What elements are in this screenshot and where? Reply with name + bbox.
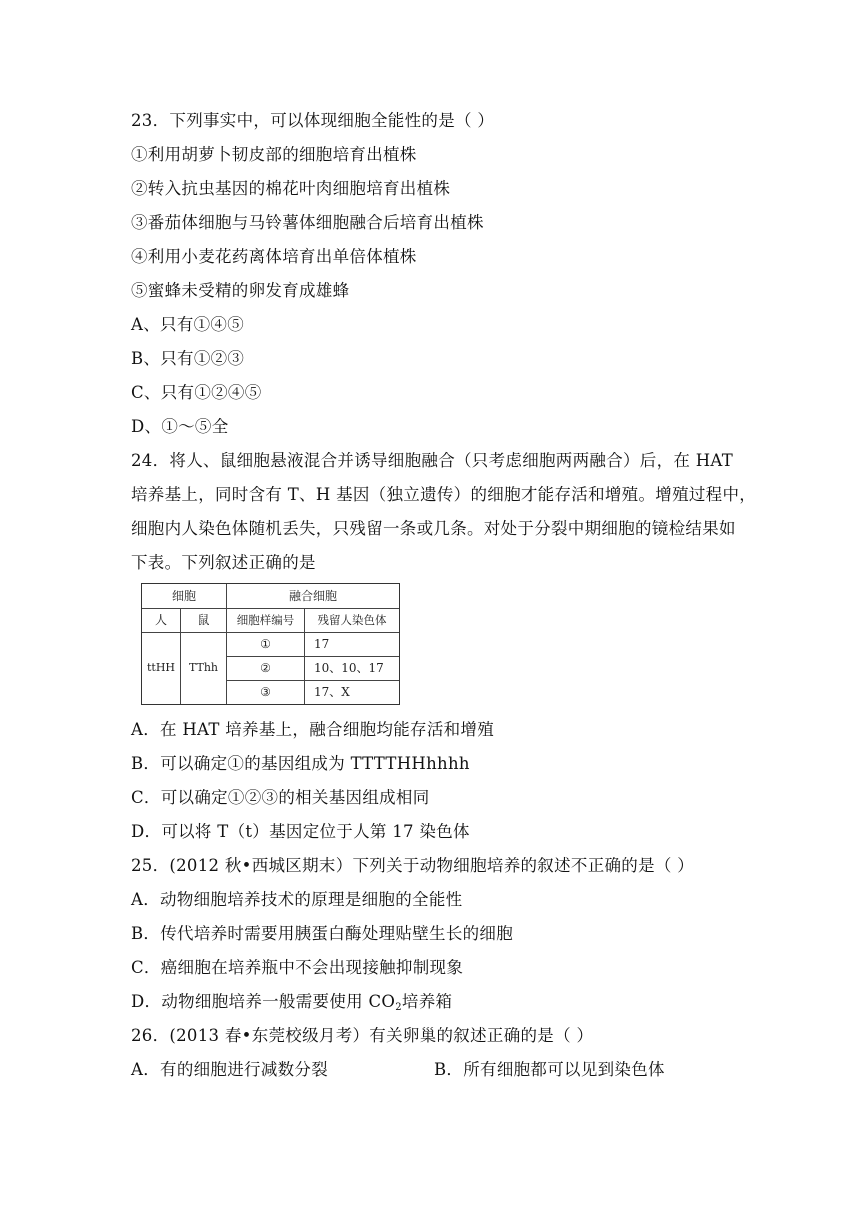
table-col-sample: 细胞样编号 bbox=[236, 613, 295, 627]
table-human-genotype: ttHH bbox=[146, 661, 176, 674]
table-row-1-chrom: 17 bbox=[314, 637, 330, 651]
q25-option-d bbox=[131, 991, 452, 1019]
q23-item-2: ②转入抗虫基因的棉花叶肉细胞培育出植株 bbox=[131, 179, 451, 198]
q25-option-a: A．动物细胞培养技术的原理是细胞的全能性 bbox=[131, 890, 463, 909]
table-row-3-id: ③ bbox=[260, 685, 271, 699]
q24-stem-line-2: 培养基上，同时含有 T、H 基因（独立遗传）的细胞才能存活和增殖。增殖过程中， bbox=[131, 485, 757, 504]
q25-option-d-subscript: 2 bbox=[395, 1002, 402, 1013]
table-row-1-id: ① bbox=[260, 637, 271, 651]
q25-option-b: B．传代培养时需要用胰蛋白酶处理贴壁生长的细胞 bbox=[131, 924, 514, 943]
q23-item-4: ④利用小麦花药离体培育出单倍体植株 bbox=[131, 247, 417, 266]
q24-stem-line-3: 细胞内人染色体随机丢失，只残留一条或几条。对处于分裂中期细胞的镜检结果如 bbox=[131, 519, 736, 538]
table-col-residual: 残留人染色体 bbox=[317, 613, 387, 627]
q23-option-b: B、只有①②③ bbox=[131, 349, 245, 368]
table-row-2-id: ② bbox=[260, 661, 271, 675]
q25-stem: 25．(2012 秋•西城区期末）下列关于动物细胞培养的叙述不正确的是（ ） bbox=[131, 856, 695, 875]
q25-option-d-suffix: 培养箱 bbox=[401, 992, 453, 1011]
q24-stem-line-4: 下表。下列叙述正确的是 bbox=[131, 553, 316, 572]
q24-option-a: A．在 HAT 培养基上，融合细胞均能存活和增殖 bbox=[131, 720, 495, 739]
q23-option-d: D、①～⑤全 bbox=[131, 417, 229, 436]
q25-option-c: C．癌细胞在培养瓶中不会出现接触抑制现象 bbox=[131, 958, 464, 977]
q23-item-5: ⑤蜜蜂未受精的卵发育成雄蜂 bbox=[131, 281, 350, 300]
q26-option-b: B．所有细胞都可以见到染色体 bbox=[434, 1060, 665, 1079]
table-row-3-chrom: 17、X bbox=[314, 685, 350, 699]
table-header-cell: 细胞 bbox=[171, 589, 196, 603]
table-row-2-chrom: 10、10、17 bbox=[314, 661, 384, 675]
table-col-human: 人 bbox=[154, 613, 167, 627]
fusion-cell-table bbox=[141, 583, 400, 705]
q23-option-a: A、只有①④⑤ bbox=[131, 315, 245, 334]
q23-stem: 23．下列事实中，可以体现细胞全能性的是（ ） bbox=[131, 111, 495, 130]
q23-option-c: C、只有①②④⑤ bbox=[131, 383, 262, 402]
q26-stem: 26．(2013 春•东莞校级月考）有关卵巢的叙述正确的是（ ） bbox=[131, 1026, 594, 1045]
table-mouse-genotype: TThh bbox=[188, 661, 219, 674]
q24-option-b: B．可以确定①的基因组成为 TTTTHHhhhh bbox=[131, 754, 470, 773]
table-header-fusion: 融合细胞 bbox=[288, 589, 337, 603]
q24-option-c: C．可以确定①②③的相关基因组成相同 bbox=[131, 788, 430, 807]
q24-option-d: D．可以将 T（t）基因定位于人第 17 染色体 bbox=[131, 822, 470, 841]
table-col-mouse: 鼠 bbox=[197, 613, 210, 627]
q26-option-a: A．有的细胞进行减数分裂 bbox=[131, 1060, 329, 1079]
q25-option-d-prefix: D．动物细胞培养一般需要使用 CO bbox=[131, 992, 396, 1011]
q24-stem-line-1: 24．将人、鼠细胞悬液混合并诱导细胞融合（只考虑细胞两两融合）后，在 HAT bbox=[131, 451, 734, 470]
q23-item-1: ①利用胡萝卜韧皮部的细胞培育出植株 bbox=[131, 145, 417, 164]
q23-item-3: ③番茄体细胞与马铃薯体细胞融合后培育出植株 bbox=[131, 213, 484, 232]
